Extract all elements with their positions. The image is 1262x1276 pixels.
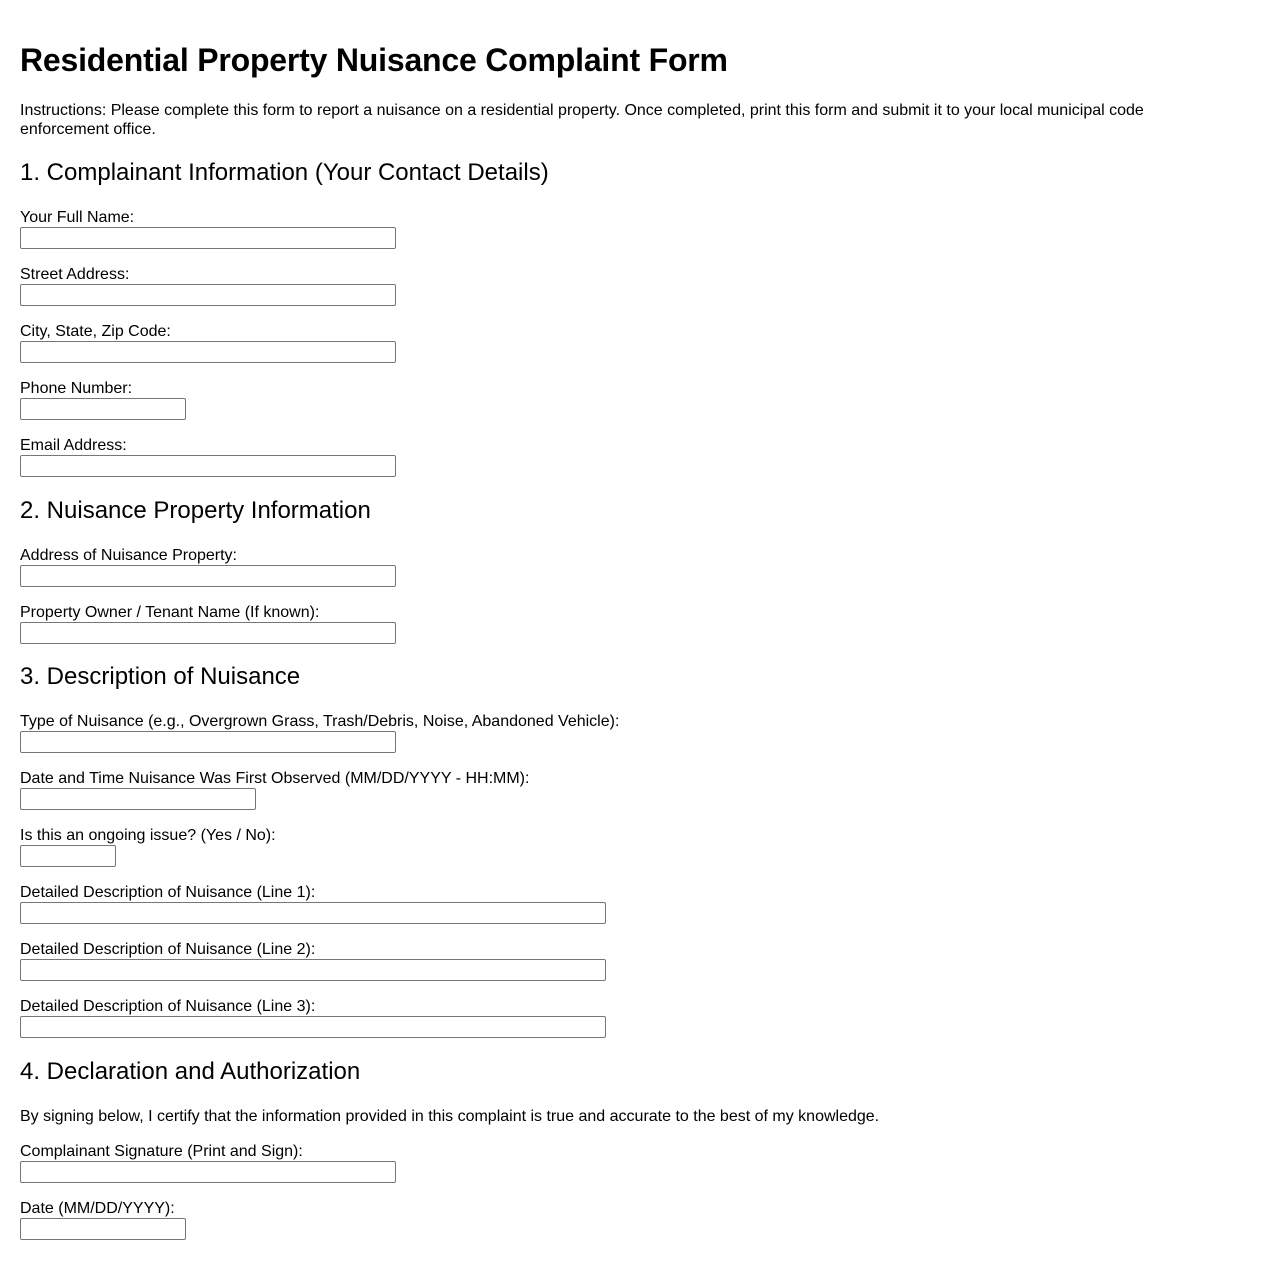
declaration-statement: By signing below, I certify that the information provided in this complaint is true and accurate to the best of my knowledge. <box>20 1108 880 1125</box>
section-title-declaration: 4. Declaration and Authorization <box>20 1058 361 1085</box>
section-title-complainant: 1. Complainant Information (Your Contact Details) <box>20 159 549 186</box>
owner-name-label: Property Owner / Tenant Name (If known): <box>20 604 320 621</box>
detail-line2-label: Detailed Description of Nuisance (Line 2): <box>20 941 316 958</box>
property-address-input[interactable] <box>20 565 396 587</box>
street-address-label: Street Address: <box>20 266 130 283</box>
city-state-zip-input[interactable] <box>20 341 396 363</box>
nuisance-type-input[interactable] <box>20 731 396 753</box>
first-observed-input[interactable] <box>20 788 256 810</box>
nuisance-type-label: Type of Nuisance (e.g., Overgrown Grass, Trash/Debris, Noise, Abandoned Vehicle): <box>20 713 620 730</box>
detail-line1-label: Detailed Description of Nuisance (Line 1): <box>20 884 316 901</box>
instructions-text: Instructions: Please complete this form to report a nuisance on a residential property. Once completed, print this form and submit it to your local municipal code enforcement office. <box>20 102 1144 138</box>
detail-line1-input[interactable] <box>20 902 606 924</box>
page-title: Residential Property Nuisance Complaint Form <box>20 42 728 78</box>
signature-input[interactable] <box>20 1161 396 1183</box>
date-input[interactable] <box>20 1218 186 1240</box>
ongoing-issue-input[interactable] <box>20 845 116 867</box>
city-state-zip-label: City, State, Zip Code: <box>20 323 171 340</box>
date-label: Date (MM/DD/YYYY): <box>20 1200 175 1217</box>
detail-line3-label: Detailed Description of Nuisance (Line 3): <box>20 998 316 1015</box>
owner-name-input[interactable] <box>20 622 396 644</box>
phone-label: Phone Number: <box>20 380 133 397</box>
street-address-input[interactable] <box>20 284 396 306</box>
email-label: Email Address: <box>20 437 127 454</box>
full-name-input[interactable] <box>20 227 396 249</box>
full-name-label: Your Full Name: <box>20 209 135 226</box>
section-title-description: 3. Description of Nuisance <box>20 663 301 690</box>
property-address-label: Address of Nuisance Property: <box>20 547 237 564</box>
first-observed-label: Date and Time Nuisance Was First Observed (MM/DD/YYYY - HH:MM): <box>20 770 530 787</box>
email-input[interactable] <box>20 455 396 477</box>
signature-label: Complainant Signature (Print and Sign): <box>20 1143 303 1160</box>
phone-input[interactable] <box>20 398 186 420</box>
ongoing-issue-label: Is this an ongoing issue? (Yes / No): <box>20 827 276 844</box>
detail-line3-input[interactable] <box>20 1016 606 1038</box>
section-title-property: 2. Nuisance Property Information <box>20 497 371 524</box>
detail-line2-input[interactable] <box>20 959 606 981</box>
